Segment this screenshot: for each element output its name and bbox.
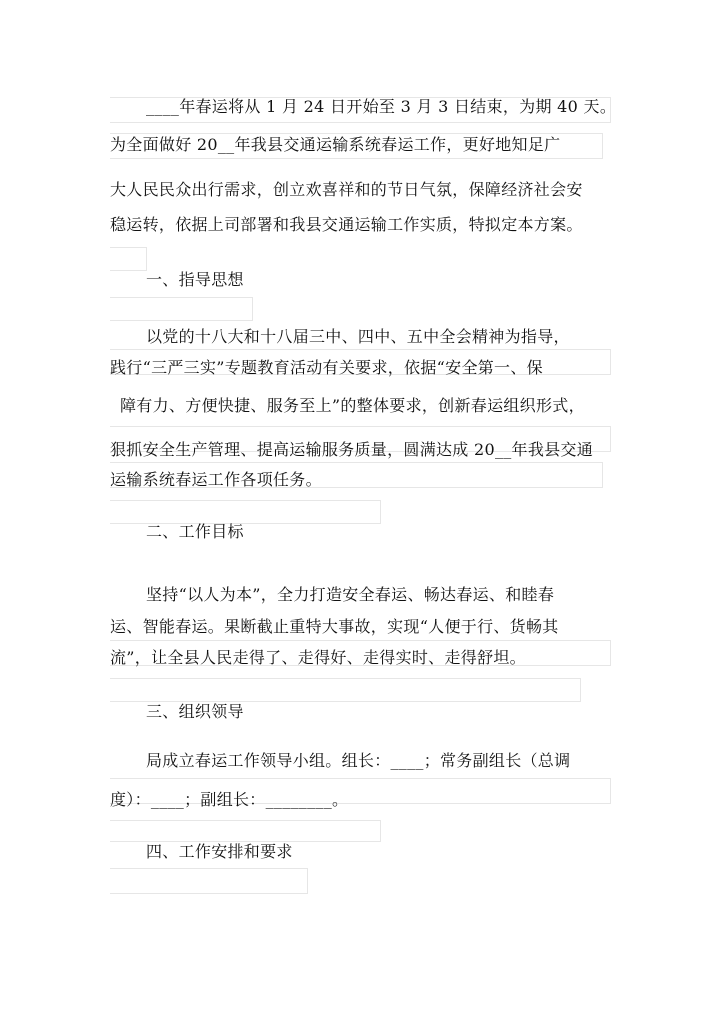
scan-box [110, 678, 581, 702]
paragraph-line: 践行“三严三实”专题教育活动有关要求，依据“安全第一、保 [110, 358, 543, 377]
scan-box [110, 820, 381, 842]
paragraph-line: 运、智能春运。果断截止重特大事故，实现“人便于行、货畅其 [110, 617, 559, 636]
paragraph-line: 狠抓安全生产管理、提高运输服务质量，圆满达成 20__年我县交通 [110, 440, 594, 459]
section-heading: 三、组织领导 [146, 702, 244, 721]
paragraph-line: 稳运转，依据上司部署和我县交通运输工作实质，特拟定本方案。 [110, 215, 583, 234]
scan-box [110, 500, 381, 524]
section-heading: 四、工作安排和要求 [146, 842, 293, 861]
paragraph-line: 流”，让全县人民走得了、走得好、走得实时、走得舒坦。 [110, 648, 526, 667]
scan-box [110, 247, 147, 271]
paragraph-line: 运输系统春运工作各项任务。 [110, 470, 322, 489]
paragraph-line: 大人民民众出行需求，创立欢喜祥和的节日气氛，保障经济社会安 [110, 180, 583, 199]
paragraph-line: ____年春运将从 1 月 24 日开始至 3 月 3 日结束，为期 40 天。 [146, 97, 617, 116]
section-heading: 二、工作目标 [146, 522, 244, 541]
section-heading: 一、指导思想 [146, 270, 244, 289]
paragraph-line: 为全面做好 20__年我县交通运输系统春运工作，更好地知足广 [110, 135, 561, 154]
paragraph-line: 度）：____；副组长：________。 [110, 790, 349, 809]
paragraph-line: 局成立春运工作领导小组。组长：____；常务副组长（总调 [146, 751, 571, 770]
paragraph-line: 以党的十八大和十八届三中、四中、五中全会精神为指导， [146, 327, 570, 346]
paragraph-line: 障有力、方便快捷、服务至上”的整体要求，创新春运组织形式， [120, 396, 585, 415]
paragraph-line: 坚持“以人为本”，全力打造安全春运、畅达春运、和睦春 [146, 585, 555, 604]
scan-box [110, 297, 253, 321]
scan-box [110, 868, 308, 894]
